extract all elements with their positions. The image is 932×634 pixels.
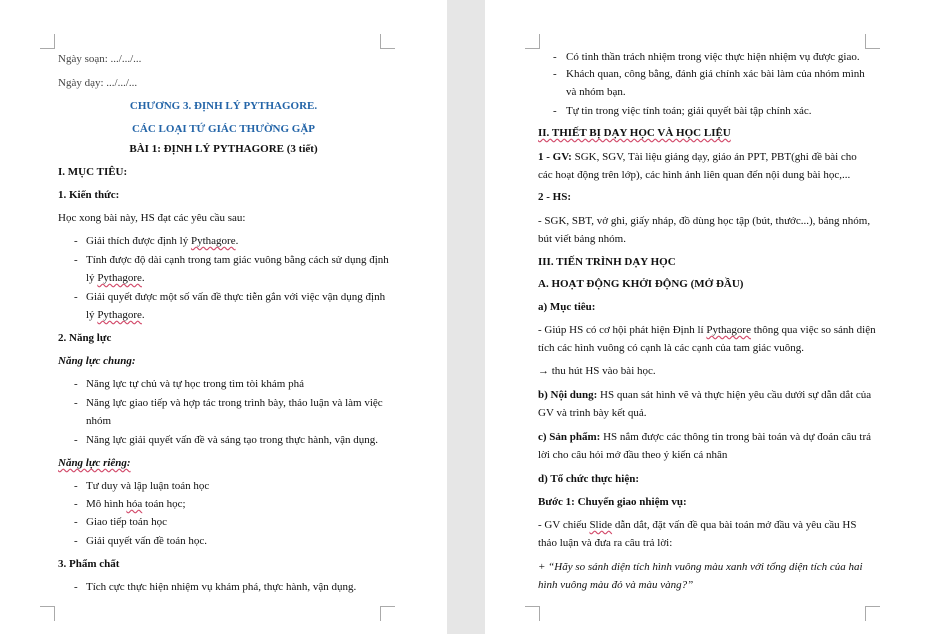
question-quote: + “Hãy so sánh diện tích hình vuông màu xanh với tổng diện tích của hai [538, 561, 863, 573]
chapter-subtitle: CÁC LOẠI TỨ GIÁC THƯỜNG GẶP [131, 123, 316, 135]
bullet-dash: - [74, 235, 78, 247]
bullet-dash: - [74, 498, 78, 510]
knowledge-item-2-cont: lý Pythagore. [86, 272, 145, 284]
knowledge-item-3-cont: lý Pythagore. [86, 309, 145, 321]
knowledge-item-3: Giải quyết được một số vấn đề thực tiễn gắn với việc vận dụng định [86, 291, 386, 303]
date-taught: Ngày dạy: .../.../... [58, 77, 138, 89]
knowledge-item-1: Giải thích được định lý Pythagore. [86, 235, 239, 247]
margin-mark [865, 34, 880, 49]
general-item-2: Năng lực giao tiếp và hợp tác trong trình bày, thảo luận và làm việc [86, 397, 383, 409]
bullet-dash: - [74, 291, 78, 303]
document-page-right [485, 0, 932, 634]
bullet-dash: - [74, 516, 78, 528]
specific-item-2: Mô hình hóa toán học; [86, 498, 186, 510]
general-item-2-cont: nhóm [86, 415, 112, 427]
bullet-dash: - [553, 68, 557, 80]
bullet-dash: - [74, 434, 78, 446]
heading-knowledge: 1. Kiến thức: [58, 189, 120, 201]
chapter-title: CHƯƠNG 3. ĐỊNH LÝ PYTHAGORE. [129, 100, 318, 112]
quality-item-3: Khách quan, công bằng, đánh giá chính xác bài làm của nhóm mình [566, 68, 865, 80]
heading-general-competence: Năng lực chung: [58, 355, 136, 367]
student-materials-cont: bút viết bảng nhóm. [538, 233, 626, 245]
general-item-3: Năng lực giải quyết vấn đề và sáng tạo trong thực hành, vận dụng. [86, 434, 379, 446]
bullet-dash: - [74, 397, 78, 409]
product-text: c) Sản phẩm: HS nắm được các thông tin trong bài toán và dự đoán câu trả [538, 431, 872, 443]
bullet-dash: - [553, 105, 557, 117]
aim-text-cont: tích các hình vuông có cạnh là các cạnh của tam giác vuông. [538, 342, 805, 354]
heading-specific-competence: Năng lực riêng: [58, 457, 131, 469]
heading-process: III. TIẾN TRÌNH DẠY HỌC [538, 256, 676, 268]
heading-quality: 3. Phẩm chất [58, 558, 120, 570]
quality-item-2: Có tinh thần trách nhiệm trong việc thực hiện nhiệm vụ được giao. [566, 51, 860, 63]
lesson-title: BÀI 1: ĐỊNH LÝ PYTHAGORE (3 tiết) [129, 143, 318, 155]
margin-mark [40, 34, 55, 49]
specific-item-3: Giao tiếp toán học [86, 516, 167, 528]
heading-competence: 2. Năng lực [58, 332, 112, 344]
knowledge-item-2: Tính được độ dài cạnh trong tam giác vuông bằng cách sử dụng định [86, 254, 389, 266]
heading-organization: d) Tổ chức thực hiện: [538, 473, 640, 485]
content-text-cont: GV và trình bày kết quả. [538, 407, 647, 419]
margin-mark [380, 34, 395, 49]
margin-mark [380, 606, 395, 621]
step-1-text: - GV chiếu Slide dẫn dắt, đặt vấn đề qua bài toán mở đầu và yêu cầu HS [538, 519, 857, 531]
heading-aim: a) Mục tiêu: [538, 301, 596, 313]
heading-activity-a: A. HOẠT ĐỘNG KHỞI ĐỘNG (MỞ ĐẦU) [538, 278, 744, 290]
margin-mark [525, 606, 540, 621]
specific-item-1: Tư duy và lập luận toán học [86, 480, 210, 492]
student-materials: - SGK, SBT, vở ghi, giấy nháp, đồ dùng học tập (bút, thước...), bảng nhóm, [538, 215, 871, 227]
document-page-left [0, 0, 447, 634]
bullet-dash: - [74, 378, 78, 390]
aim-result: → thu hút HS vào bài học. [538, 365, 656, 377]
quality-item-3-cont: và nhóm bạn. [566, 86, 626, 98]
bullet-dash: - [74, 254, 78, 266]
bullet-dash: - [74, 581, 78, 593]
student-label: 2 - HS: [538, 191, 571, 203]
general-item-1: Năng lực tự chủ và tự học trong tìm tòi khám phá [86, 378, 304, 390]
bullet-dash: - [74, 535, 78, 547]
quality-item-1: Tích cực thực hiện nhiệm vụ khám phá, thực hành, vận dụng. [86, 581, 357, 593]
product-text-cont: lời cho câu hỏi mở đầu theo ý kiến cá nhân [538, 449, 728, 461]
bullet-dash: - [74, 480, 78, 492]
heading-objectives: I. MỤC TIÊU: [58, 166, 128, 178]
knowledge-intro: Học xong bài này, HS đạt các yêu cầu sau: [58, 212, 246, 224]
margin-mark [40, 606, 55, 621]
content-text: b) Nội dung: HS quan sát hình vẽ và thực hiện yêu cầu dưới sự dẫn dắt của [538, 389, 872, 401]
step-1-text-cont: thảo luận và đưa ra câu trả lời: [538, 537, 673, 549]
margin-mark [525, 34, 540, 49]
margin-mark [865, 606, 880, 621]
date-prepared: Ngày soạn: .../.../... [58, 53, 142, 65]
aim-text: - Giúp HS có cơ hội phát hiện Định lí Pythagore thông qua việc so sánh diện [538, 324, 876, 336]
bullet-dash: - [553, 51, 557, 63]
specific-item-4: Giải quyết vấn đề toán học. [86, 535, 207, 547]
quality-item-4: Tự tin trong việc tính toán; giải quyết bài tập chính xác. [566, 105, 812, 117]
teacher-materials: 1 - GV: SGK, SGV, Tài liệu giảng dạy, giáo án PPT, PBT(ghi đề bài cho [538, 151, 857, 163]
question-quote-cont: hình vuông màu đỏ và màu vàng?” [538, 579, 694, 591]
heading-equipment: II. THIẾT BỊ DẠY HỌC VÀ HỌC LIỆU [538, 127, 731, 139]
heading-step-1: Bước 1: Chuyển giao nhiệm vụ: [538, 496, 687, 508]
teacher-materials-cont: các hoạt động trên lớp), các hình ảnh liên quan đến nội dung bài học,... [538, 169, 851, 181]
